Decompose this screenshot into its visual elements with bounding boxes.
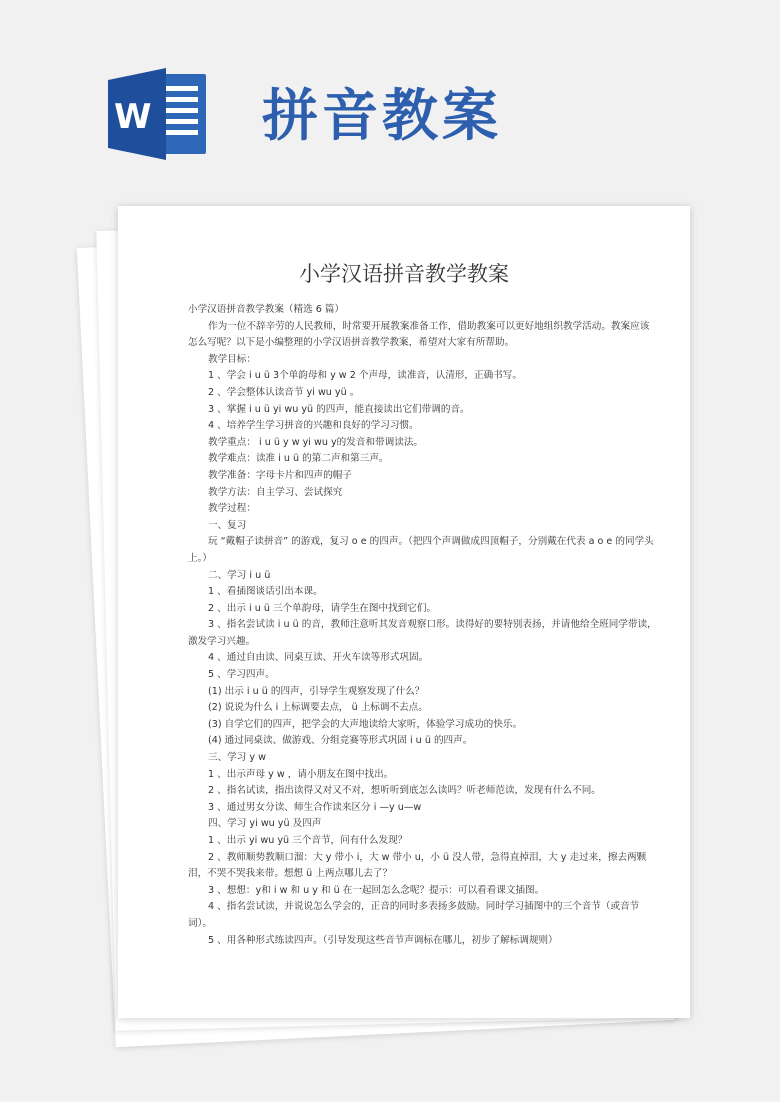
text-line: 4 、通过自由读、同桌互读、开火车读等形式巩固。 bbox=[208, 652, 429, 664]
text-line: 3 、掌握 i u ü yi wu yü 的四声，能直接读出它们带调的音。 bbox=[208, 403, 470, 415]
text-line: 3 、想想：y和 i w 和 u y 和 ü 在一起回怎么念呢？提示：可以看看课文插图。 bbox=[208, 884, 545, 896]
text-line: 玩 “戴帽子读拼音” 的游戏，复习 o e 的四声。（把四个声调做成四顶帽子，分别戴在代表 a o e 的同学头上。） bbox=[188, 536, 654, 564]
text-line: 2 、教师顺势教顺口溜：大 y 带小 i，大 w 带小 u，小 ü 没人带，急得直掉泪，大 y 走过来，擦去两颗泪，不哭不哭我来带。想想 ü 上两点哪儿去了？ bbox=[188, 851, 647, 880]
page-title: 拼音教案 bbox=[262, 84, 502, 149]
text-line: 作为一位不辞辛劳的人民教师，时常要开展教案准备工作，借助教案可以更好地组织教学活动。教案应该怎么写呢？以下是小编整理的小学汉语拼音教学教案，希望对大家有所帮助。 bbox=[188, 320, 650, 349]
text-line: 教学目标： bbox=[208, 353, 256, 365]
document-body bbox=[188, 302, 658, 949]
text-line: 教学方法：自主学习、尝试探究 bbox=[208, 486, 343, 498]
text-line: 1 、出示声母 y w ，请小朋友在图中找出。 bbox=[208, 768, 394, 780]
text-line: 三、学习 y w bbox=[208, 752, 266, 764]
text-line: 1 、看插图谈话引出本课。 bbox=[208, 586, 323, 598]
text-line: 教学难点：读准 i u ü 的第二声和第三声。 bbox=[208, 453, 389, 465]
svg-text:W: W bbox=[114, 97, 152, 137]
text-line: 2 、出示 i u ü 三个单韵母，请学生在图中找到它们。 bbox=[208, 602, 437, 614]
text-line: 2 、指名试读，指出读得又对又不对，想听听到底怎么读吗？听老师范读，发现有什么不同。 bbox=[208, 785, 601, 797]
text-line: 1 、出示 yi wu yü 三个音节，问有什么发现？ bbox=[208, 835, 408, 846]
text-line: 3 、通过男女分读、师生合作读来区分 i —y u—w bbox=[208, 801, 422, 813]
word-icon bbox=[108, 68, 208, 160]
text-line: (3) 自学它们的四声，把学会的大声地读给大家听，体验学习成功的快乐。 bbox=[208, 718, 523, 730]
document-page bbox=[118, 206, 690, 1018]
text-line: 4 、培养学生学习拼音的兴趣和良好的学习习惯。 bbox=[208, 420, 419, 432]
text-line: (4) 通过同桌读、做游戏、分组竞赛等形式巩固 i u ü 的四声。 bbox=[208, 735, 473, 747]
text-line: 5 、学习四声。 bbox=[208, 669, 275, 681]
text-line: 教学准备：字母卡片和四声的帽子 bbox=[208, 469, 352, 481]
text-line: 小学汉语拼音教学教案（精选 6 篇） bbox=[188, 304, 345, 315]
text-line: 四、学习 yi wu yü 及四声 bbox=[208, 818, 322, 830]
text-line: 4 、指名尝试读，并说说怎么学会的，正音的同时多表扬多鼓励。同时学习插图中的三个音节（或音节词）。 bbox=[188, 901, 640, 929]
text-line: 教学重点： i u ü y w yi wu y的发音和带调读法。 bbox=[208, 436, 424, 448]
text-line: (1) 出示 i u ü 的四声，引导学生观察发现了什么？ bbox=[208, 685, 425, 697]
text-line: 1 、学会 i u ü 3个单韵母和 y w 2 个声母，读准音，认清形，正确书写。 bbox=[208, 370, 522, 382]
text-line: 2 、学会整体认读音节 yi wu yü 。 bbox=[208, 386, 360, 398]
text-line: 教学过程： bbox=[208, 503, 256, 515]
text-line: 3 、指名尝试读 i u ü 的音，教师注意听其发音观察口形。读得好的要特别表扬，并请他给全班同学带读，激发学习兴趣。 bbox=[188, 619, 657, 647]
document-title: 小学汉语拼音教学教案 bbox=[299, 262, 509, 286]
text-line: 5 、用各种形式练读四声。（引导发现这些音节声调标在哪儿，初步了解标调规则） bbox=[208, 934, 558, 946]
text-line: 二、学习 i u ü bbox=[208, 569, 271, 581]
text-line: (2) 说说为什么 i 上标调要去点， ü 上标调不去点。 bbox=[208, 702, 428, 714]
text-line: 一、复习 bbox=[208, 519, 247, 531]
